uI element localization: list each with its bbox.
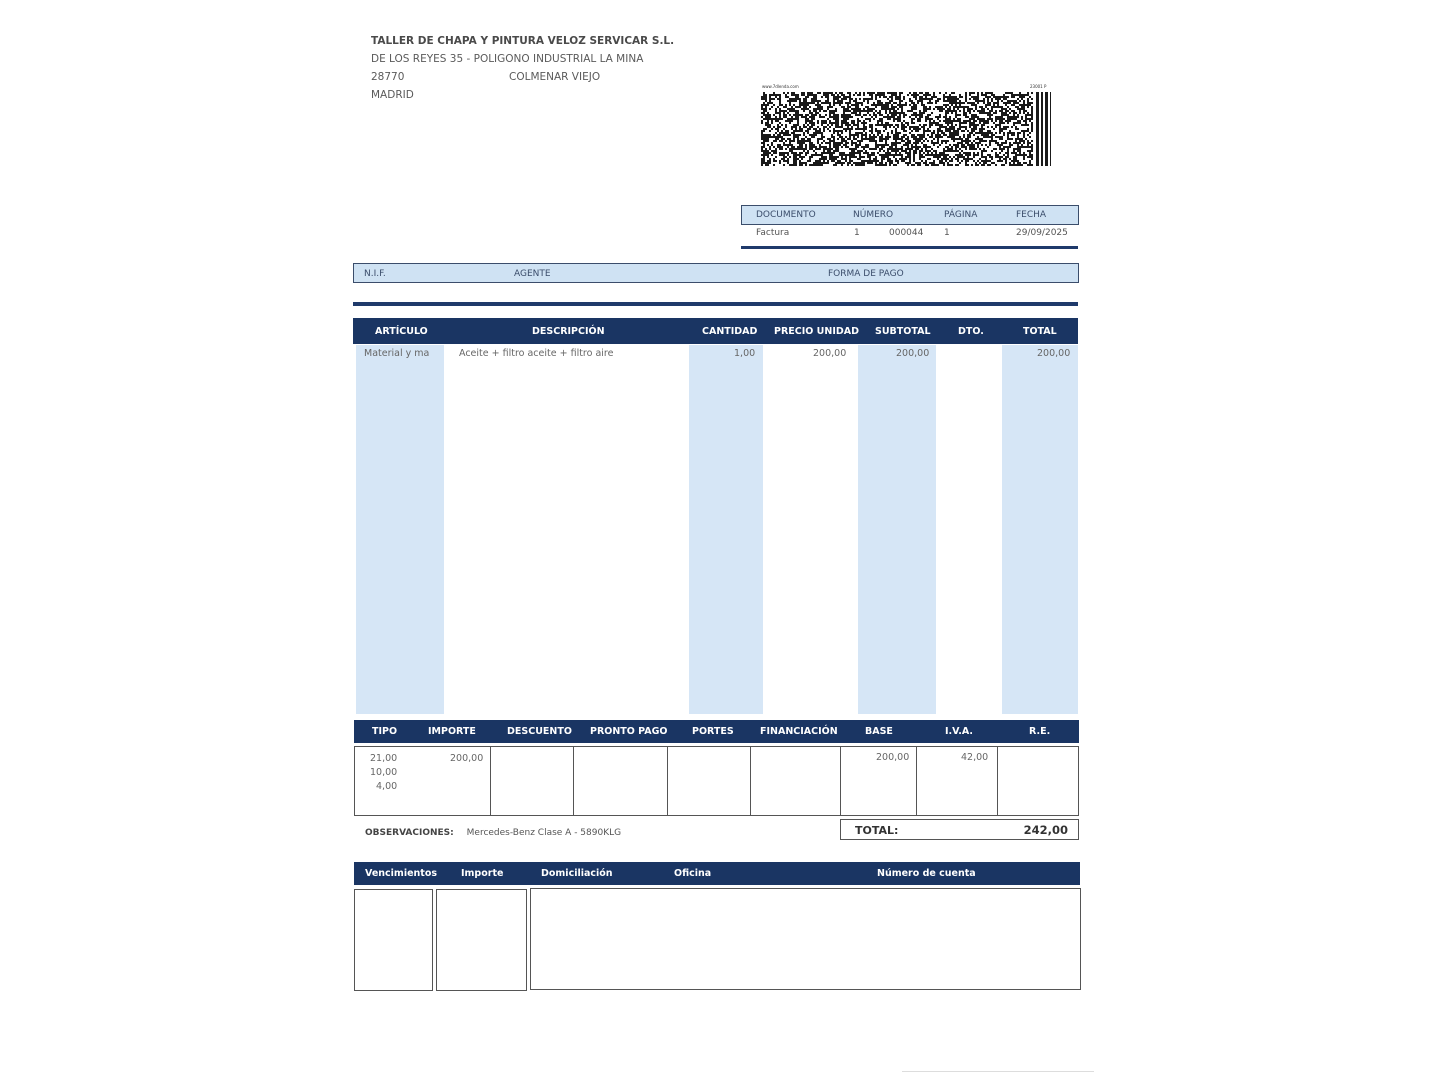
barcode-bar [1041,92,1043,166]
company-info [371,32,674,104]
row-articulo: Material y ma [364,348,430,359]
th-descripcion: DESCRIPCIÓN [532,326,605,337]
tax-base: 200,00 [876,752,910,763]
doc-pagina: 1 [944,228,950,238]
client-header [353,263,1079,283]
barcode-top-right-text: 23001 P [1030,84,1047,89]
importe-pago-cell [436,889,527,991]
tax-table-header [354,720,1079,743]
document-values [741,224,1079,242]
observaciones-text: Mercedes-Benz Clase A - 5890KLG [466,828,622,838]
company-name: TALLER DE CHAPA Y PINTURA VELOZ SERVICAR S.L. [371,35,675,47]
observaciones-label: OBSERVACIONES: [365,828,454,838]
cuenta-cell [530,888,1081,990]
column-shade-articulo [356,345,444,714]
th-descuento: DESCUENTO [507,726,572,737]
barcode-top-left-text: www.7dlenda.com [762,84,799,89]
th-base: BASE [865,726,893,737]
company-address: DE LOS REYES 35 - POLIGONO INDUSTRIAL LA MINA [371,53,644,65]
cell-border [997,747,998,815]
row-subtotal: 200,00 [896,348,930,359]
doc-numero: 000044 [889,228,924,238]
cell-border [916,747,917,815]
th-importe-pago: Importe [461,868,504,879]
th-importe: IMPORTE [428,726,476,737]
th-articulo: ARTÍCULO [375,326,428,337]
th-cuenta: Número de cuenta [877,868,976,879]
tax-table-body [354,746,1079,816]
th-dto: DTO. [958,326,984,337]
doc-header-documento: DOCUMENTO [756,210,816,220]
tax-tipo-2: 10,00 [370,767,398,778]
doc-header-numero: NÚMERO [853,210,894,220]
tax-iva: 42,00 [961,752,989,763]
cell-border [573,747,574,815]
row-descripcion: Aceite + filtro aceite + filtro aire [459,348,614,359]
row-precio: 200,00 [813,348,847,359]
th-precio: PRECIO UNIDAD [774,326,859,337]
cell-border [840,747,841,815]
footer-line [902,1071,1094,1072]
th-financiacion: FINANCIACIÓN [760,726,838,737]
column-shade-cantidad [689,345,763,714]
doc-serie: 1 [854,228,860,238]
nif-label: N.I.F. [364,269,386,279]
total-box [840,819,1079,840]
company-postal-code: 28770 [371,71,405,83]
forma-pago-label: FORMA DE PAGO [828,269,904,279]
row-total: 200,00 [1037,348,1071,359]
th-subtotal: SUBTOTAL [875,326,931,337]
tax-tipo-1: 21,00 [370,753,398,764]
vencimientos-cell [354,889,433,991]
th-tipo: TIPO [372,726,398,737]
th-pronto-pago: PRONTO PAGO [590,726,668,737]
th-oficina: Oficina [674,868,712,879]
th-portes: PORTES [692,726,734,737]
agente-label: AGENTE [514,269,551,279]
divider [741,246,1078,249]
cell-border [490,747,491,815]
column-shade-total [1002,345,1078,714]
th-vencimientos: Vencimientos [365,868,438,879]
row-cantidad: 1,00 [734,348,756,359]
barcode-bar [1050,92,1051,166]
th-re: R.E. [1029,726,1051,737]
lines-table-header [353,318,1078,344]
doc-tipo: Factura [756,228,790,238]
tax-importe: 200,00 [450,753,484,764]
total-label: TOTAL: [855,824,899,837]
divider [353,302,1078,306]
total-value: 242,00 [1023,823,1068,837]
column-shade-subtotal [858,345,936,714]
company-postal-row [371,68,674,86]
observaciones [365,828,621,838]
doc-header-pagina: PÁGINA [944,210,978,220]
th-cantidad: CANTIDAD [702,326,758,337]
th-iva: I.V.A. [945,726,974,737]
barcode-bar [1045,92,1048,166]
th-domiciliacion: Domiciliación [541,868,613,879]
th-total: TOTAL [1023,326,1057,337]
doc-header-fecha: FECHA [1016,210,1047,220]
barcode [758,86,1058,168]
barcode-bar [1036,92,1039,166]
tax-tipo-3: 4,00 [376,781,398,792]
barcode-image [758,86,1058,168]
cell-border [750,747,751,815]
barcode-pattern [761,92,1033,166]
cell-border [667,747,668,815]
document-header [741,205,1079,225]
payments-table-header [354,862,1080,885]
doc-fecha: 29/09/2025 [1016,228,1068,238]
company-city: COLMENAR VIEJO [509,71,601,83]
company-province: MADRID [371,89,414,101]
